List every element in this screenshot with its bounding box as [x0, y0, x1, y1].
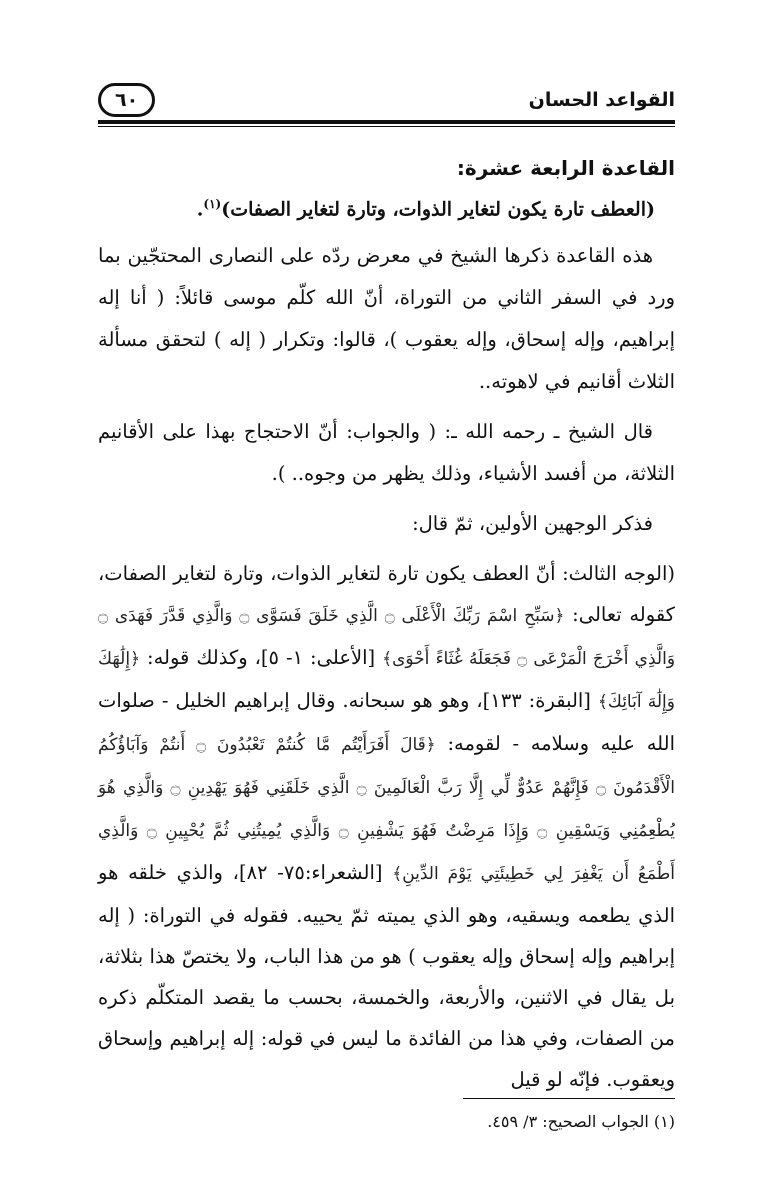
quran-verse-3: ﴿قَالَ أَفَرَأَيْتُم مَّا كُنتُمْ تَعْبُدُونَ ۝ أَنتُمْ وَآبَاؤُكُمُ الْأَقْدَمُونَ ۝ فَإِنَّهُمْ عَدُوٌّ لِّي إِلَّا رَبَّ الْعَالَمِينَ ۝ الَّذِي خَلَقَنِي فَهُوَ يَهْدِينِ ۝ وَالَّذِي هُوَ يُطْعِمُنِي وَيَسْقِينِ ۝ وَإِذَا مَرِضْتُ فَهُوَ يَشْفِينِ ۝ وَالَّذِي يُمِيتُنِي ثُمَّ يُحْيِينِ ۝ وَالَّذِي أَطْمَعُ أَن يَغْفِرَ لِي خَطِيئَتِي يَوْمَ الدِّينِ﴾ — [98, 735, 676, 885]
paragraph-4-part-a: (الوجه الثالث: أنّ العطف يكون تارة لتغاير الذوات، وتارة لتغاير الصفات، كقوله تعالى: — [98, 562, 675, 627]
paragraph-4-part-c: [البقرة: ١٣٣]، وهو هو سبحانه. وقال إبراهيم الخليل - صلوات الله عليه وسلامه - لقومه: — [98, 689, 675, 756]
paragraph-4-part-d: [الشعراء:٧٥- ٨٢]، والذي خلقه هو الذي يطعمه ويسقيه، وهو الذي يميته ثمّ يحييه. فقوله في التوراة: ( إله إبراهيم وإله إسحاق وإله يعقوب ) هو من هذا الباب، ولا يختصّ هذا بثلاثة، بل يقال في الاثنين، والأربعة، والخمسة، بحسب ما يقصد المتكلّم ذكره من الصفات، وفي هذا من الفائدة ما ليس في قوله: إله إبراهيم وإسحاق ويعقوب. فإنّه لو قيل — [98, 861, 675, 1092]
rule-statement: (العطف تارة يكون لتغاير الذوات، وتارة لتغاير الصفات)$^{(١)}$. — [196, 197, 655, 221]
paragraph-4 — [98, 553, 675, 1100]
paragraph-1: هذه القاعدة ذكرها الشيخ في معرض ردّه على النصارى المحتجّين بما ورد في السفر الثاني من التوراة، أنّ الله كلّم موسى قائلاً: ( أنا إله إبراهيم، وإله إسحاق، وإله يعقوب )، قالوا: وتكرار ( إله ) لتحقق مسألة الثلاث أقانيم في لاهوته.. — [98, 244, 675, 394]
quran-verse-2: ﴿إِلَٰهَكَ وَإِلَٰهَ آبَائِكَ﴾ — [98, 649, 675, 713]
header-rule-thin — [98, 126, 675, 127]
page-header — [98, 78, 675, 122]
rule-statement-text: (العطف تارة يكون لتغاير الذوات، وتارة لتغاير الصفات) — [221, 198, 655, 221]
quran-verse-1: ﴿سَبِّحِ اسْمَ رَبِّكَ الْأَعْلَى ۝ الَّذِي خَلَقَ فَسَوَّى ۝ وَالَّذِي قَدَّرَ فَهَدَى ۝ وَالَّذِي أَخْرَجَ الْمَرْعَى ۝ فَجَعَلَهُ غُثَاءً أَحْوَى﴾ — [98, 606, 676, 670]
page-body — [98, 150, 675, 1100]
footnote-separator — [463, 1098, 675, 1099]
footnote: (١) الجواب الصحيح: ٣/ ٤٥٩. — [487, 1112, 675, 1131]
section-heading: القاعدة الرابعة عشرة: — [456, 156, 675, 180]
footnote-ref: (١) — [203, 197, 222, 211]
paragraph-4-part-b: [الأعلى: ١- ٥]، وكذلك قوله: — [147, 646, 376, 670]
page-number: ٦٠ — [98, 83, 155, 117]
running-title: القواعد الحسان — [528, 89, 675, 111]
header-rule-thick — [98, 120, 675, 124]
paragraph-2: قال الشيخ ـ رحمه الله ـ: ( والجواب: أنّ الاحتجاج بهذا على الأقانيم الثلاثة، من أفسد الأشياء، وذلك يظهر من وجوه.. ). — [98, 420, 675, 486]
paragraph-3: فذكر الوجهين الأولين، ثمّ قال: — [412, 512, 653, 536]
